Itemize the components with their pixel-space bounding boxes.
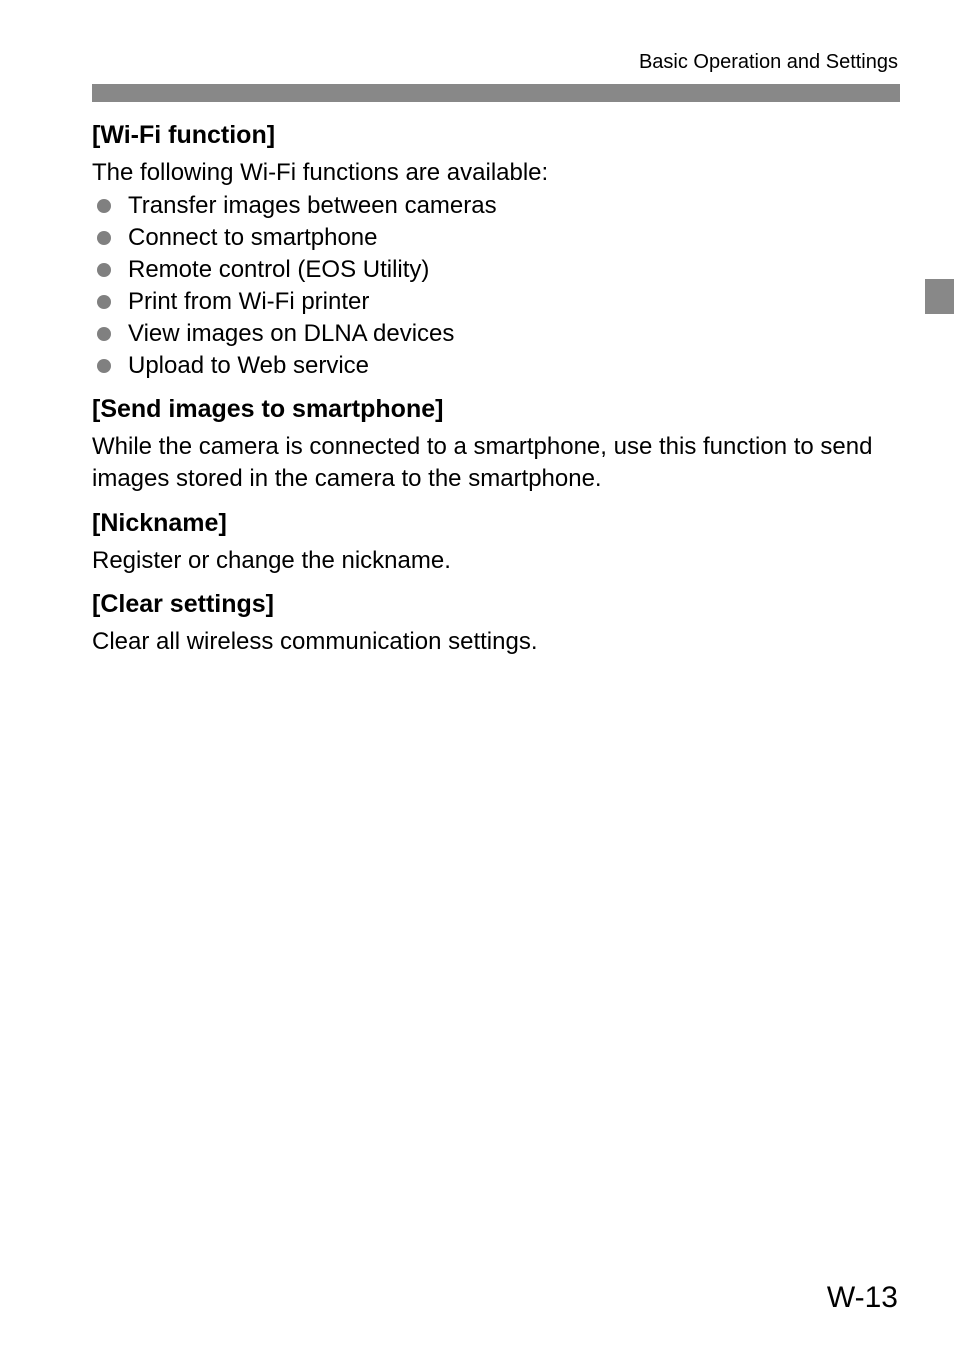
list-item-text: Transfer images between cameras (128, 191, 497, 219)
bullet-icon (97, 295, 111, 309)
bullet-icon (97, 327, 111, 341)
list-item (92, 286, 900, 318)
bullet-icon (97, 359, 111, 373)
bullet-icon (97, 263, 111, 277)
send-images-body: While the camera is connected to a smartphone, use this function to send images stored in the camera to the smartphone. (92, 432, 873, 492)
section-wifi-function (92, 118, 900, 382)
clear-settings-body: Clear all wireless communication settings. (92, 628, 538, 655)
list-item-text: Print from Wi-Fi printer (128, 287, 370, 315)
page-number: W-13 (826, 1281, 898, 1314)
section-nickname (92, 506, 900, 578)
running-header: Basic Operation and Settings (638, 51, 898, 73)
section-send-images (92, 392, 900, 496)
list-item-text: View images on DLNA devices (128, 319, 455, 347)
header-rule (92, 84, 900, 102)
section-heading-send-images: [Send images to smartphone] (92, 394, 444, 423)
section-heading-nickname: [Nickname] (92, 508, 227, 537)
wifi-function-intro: The following Wi-Fi functions are available: (92, 159, 549, 186)
chapter-tab (925, 279, 954, 314)
list-item (92, 190, 900, 222)
list-item (92, 222, 900, 254)
section-clear-settings (92, 587, 900, 659)
list-item (92, 350, 900, 382)
bullet-icon (97, 231, 111, 245)
list-item-text: Connect to smartphone (128, 223, 378, 251)
nickname-body: Register or change the nickname. (92, 546, 451, 574)
list-item-text: Upload to Web service (128, 351, 370, 379)
list-item (92, 254, 900, 286)
wifi-function-list (92, 190, 900, 382)
section-heading-clear-settings: [Clear settings] (92, 590, 274, 618)
bullet-icon (97, 199, 111, 213)
section-heading-wifi-function: [Wi-Fi function] (92, 121, 276, 149)
page-content (92, 118, 900, 659)
list-item (92, 318, 900, 350)
list-item-text: Remote control (EOS Utility) (128, 255, 430, 283)
